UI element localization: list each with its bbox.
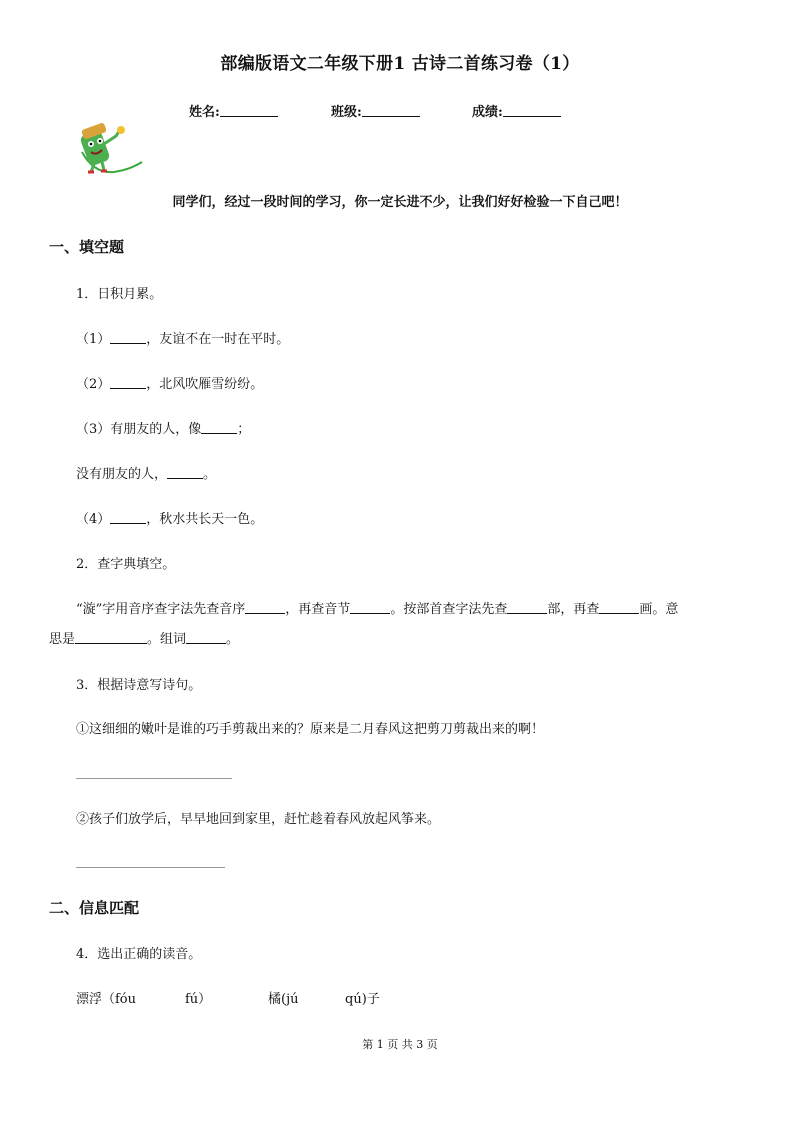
part-text-end: ；: [237, 422, 251, 437]
answer-blank[interactable]: [201, 421, 237, 434]
intro-text: 同学们，经过一段时间的学习，你一定长进不少，让我们好好检验一下自己吧！: [172, 195, 628, 210]
part-text: ，友谊不在一时在平时。: [146, 332, 290, 347]
part-number: （4）: [76, 512, 111, 527]
part-text: ，秋水共长天一色。: [146, 512, 264, 527]
q2-text-f: 思是: [49, 632, 76, 647]
answer-blank[interactable]: [75, 631, 147, 644]
pinyin-choice-juzi: 橘(jú: [268, 992, 299, 1007]
name-field[interactable]: [189, 101, 278, 120]
class-label: 班级:: [331, 105, 362, 120]
question-3-stem: 3．根据诗意写诗句。: [76, 678, 202, 693]
part-text: 没有朋友的人，: [76, 467, 168, 482]
answer-blank[interactable]: [110, 376, 146, 389]
question-1-stem: 1．日积月累。: [76, 287, 163, 302]
part-text: （3）有朋友的人，像: [76, 422, 202, 437]
question-4-stem: 4．选出正确的读音。: [76, 947, 202, 962]
pinyin-option-fu[interactable]: fú）: [185, 992, 212, 1007]
question-2-line-2: [49, 628, 239, 647]
page-title: 部编版语文二年级下册1 古诗二首练习卷（1）: [220, 54, 580, 74]
score-blank[interactable]: [503, 104, 561, 117]
pinyin-option-qu[interactable]: qú)子: [345, 992, 380, 1007]
q2-text-g: 。组词: [147, 632, 187, 647]
q2-text-b: ，再查音节: [285, 602, 351, 617]
section-heading-fill-blank: 一、填空题: [49, 238, 125, 256]
class-field[interactable]: [331, 101, 420, 120]
q2-text-a: “漩”字用音序查字法先查音序: [76, 602, 246, 617]
answer-blank[interactable]: [599, 601, 639, 614]
class-blank[interactable]: [362, 104, 420, 117]
answer-line-1[interactable]: [76, 778, 232, 779]
question-2-line-1: [76, 598, 678, 617]
name-blank[interactable]: [220, 104, 278, 117]
section-heading-matching: 二、信息匹配: [49, 899, 140, 917]
question-3-sentence-1: ①这细细的嫩叶是谁的巧手剪裁出来的？原来是二月春风这把剪刀剪裁出来的啊！: [76, 722, 545, 737]
question-1-part-2: [76, 373, 263, 392]
page-number: 第 1 页 共 3 页: [362, 1038, 438, 1051]
question-1-part-4: [76, 508, 263, 527]
q2-text-d: 部，再查: [547, 602, 600, 617]
answer-blank[interactable]: [350, 601, 390, 614]
part-text-end: 。: [203, 467, 217, 482]
name-label: 姓名:: [189, 105, 220, 120]
part-text: ，北风吹雁雪纷纷。: [146, 377, 264, 392]
q2-text-e: 画。意: [639, 602, 679, 617]
answer-blank[interactable]: [110, 331, 146, 344]
q2-text-h: 。: [226, 632, 240, 647]
answer-blank[interactable]: [110, 511, 146, 524]
answer-blank[interactable]: [167, 466, 203, 479]
question-3-sentence-2: ②孩子们放学后，早早地回到家里，赶忙趁着春风放起风筝来。: [76, 812, 441, 827]
question-1-part-3b: [76, 463, 216, 482]
pencil-mascot-icon: [74, 122, 146, 180]
part-number: （2）: [76, 377, 111, 392]
answer-line-2[interactable]: [76, 867, 225, 868]
question-2-stem: 2．查字典填空。: [76, 557, 176, 572]
answer-blank[interactable]: [186, 631, 226, 644]
pinyin-choice-piaofu: 漂浮（fóu: [76, 992, 137, 1007]
answer-blank[interactable]: [245, 601, 285, 614]
question-1-part-1: [76, 328, 289, 347]
score-label: 成绩:: [472, 105, 503, 120]
answer-blank[interactable]: [507, 601, 547, 614]
score-field[interactable]: [472, 101, 561, 120]
question-1-part-3a: [76, 418, 250, 437]
part-number: （1）: [76, 332, 111, 347]
q2-text-c: 。按部首查字法先查: [390, 602, 508, 617]
